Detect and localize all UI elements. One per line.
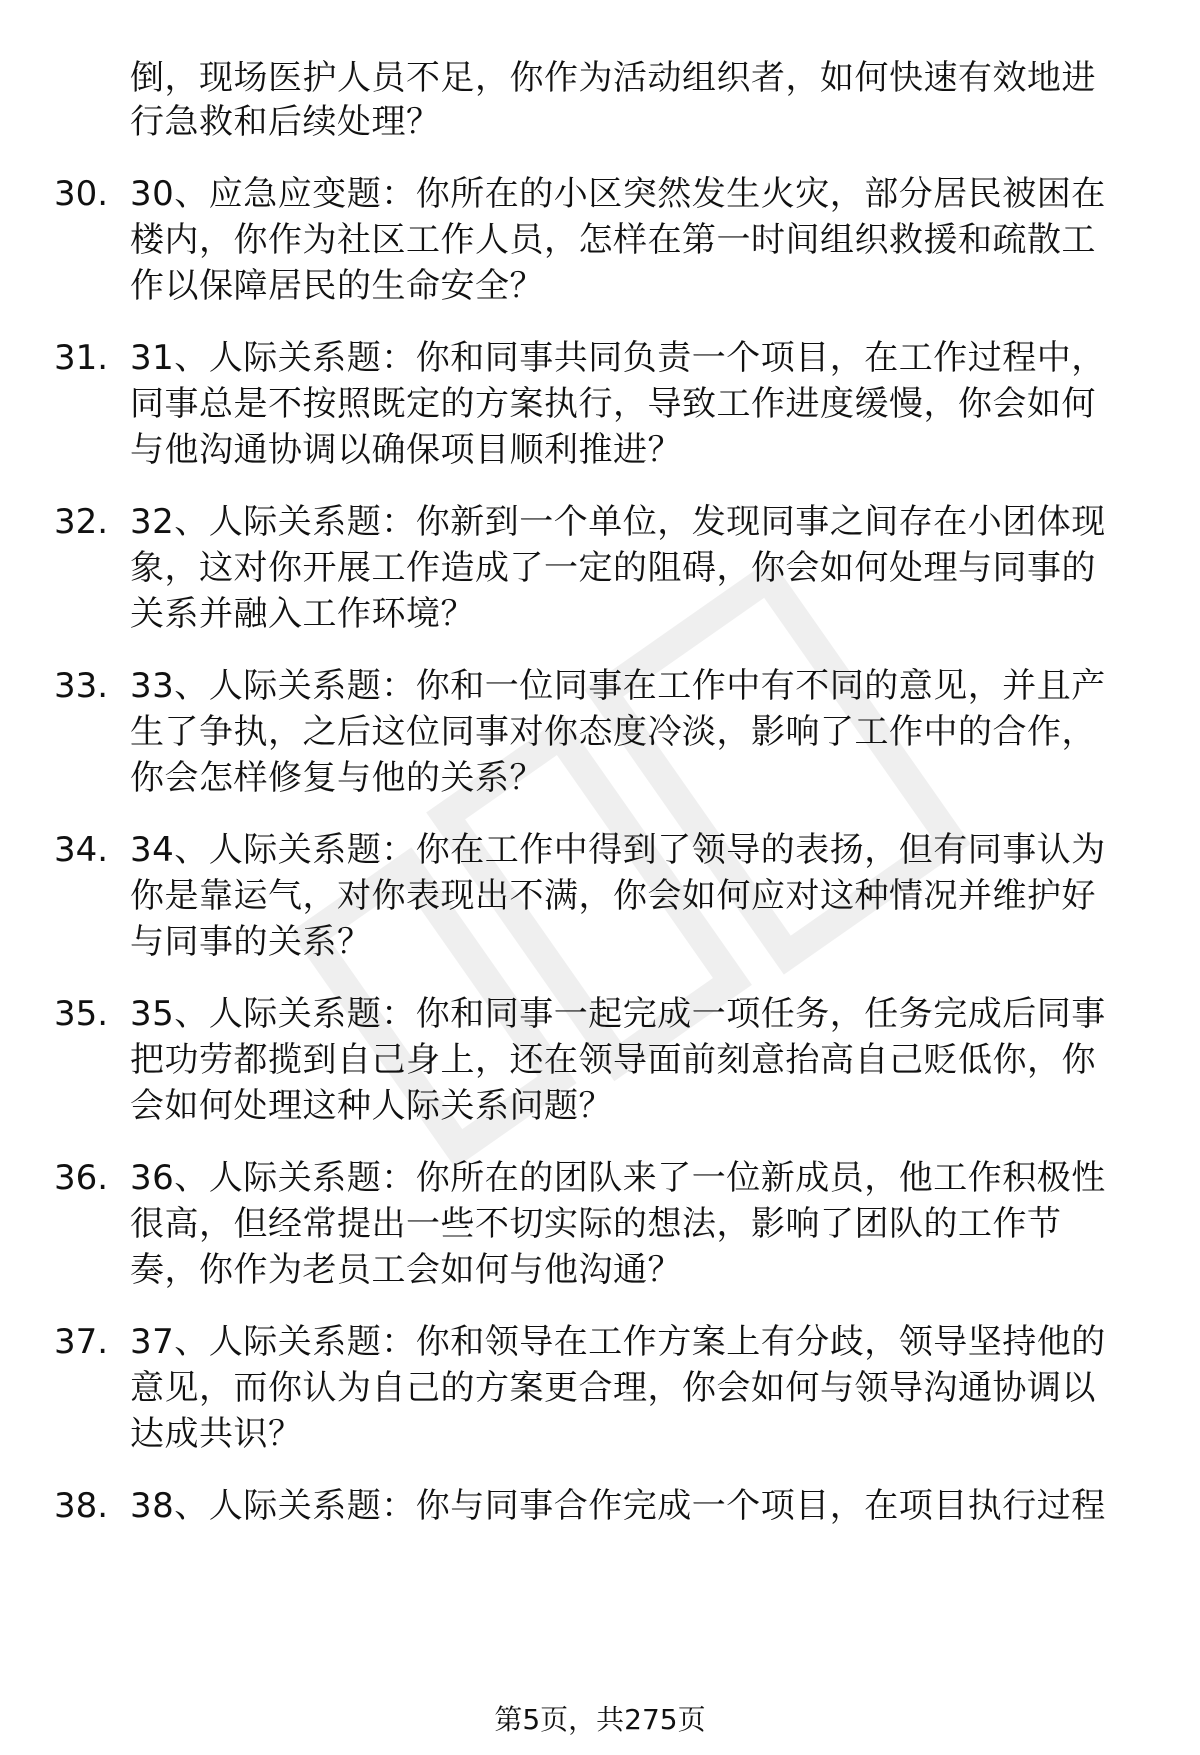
item-line: 33、人际关系题：你和一位同事在工作中有不同的意见，并且产 bbox=[130, 666, 1106, 706]
continuation-line: 倒，现场医护人员不足，你作为活动组织者，如何快速有效地进 bbox=[130, 58, 1096, 98]
item-number: 36. bbox=[54, 1158, 109, 1198]
item-line: 34、人际关系题：你在工作中得到了领导的表扬，但有同事认为 bbox=[130, 830, 1106, 870]
item-line: 达成共识？ bbox=[130, 1414, 303, 1454]
item-line: 你会怎样修复与他的关系？ bbox=[130, 758, 544, 798]
item-number: 34. bbox=[54, 830, 109, 870]
item-line: 你是靠运气，对你表现出不满，你会如何应对这种情况并维护好 bbox=[130, 876, 1096, 916]
item-line: 会如何处理这种人际关系问题？ bbox=[130, 1086, 613, 1126]
item-number: 37. bbox=[54, 1322, 109, 1362]
item-line: 意见，而你认为自己的方案更合理，你会如何与领导沟通协调以 bbox=[130, 1368, 1096, 1408]
item-line: 与他沟通协调以确保项目顺利推进？ bbox=[130, 430, 682, 470]
item-line: 38、人际关系题：你与同事合作完成一个项目，在项目执行过程 bbox=[130, 1486, 1106, 1526]
item-number: 32. bbox=[54, 502, 109, 542]
item-number: 30. bbox=[54, 174, 109, 214]
item-number: 35. bbox=[54, 994, 109, 1034]
item-number: 31. bbox=[54, 338, 109, 378]
continuation-line: 行急救和后续处理？ bbox=[130, 102, 441, 142]
item-line: 与同事的关系？ bbox=[130, 922, 372, 962]
item-line: 楼内，你作为社区工作人员，怎样在第一时间组织救援和疏散工 bbox=[130, 220, 1096, 260]
item-number: 38. bbox=[54, 1486, 109, 1526]
item-number: 33. bbox=[54, 666, 109, 706]
page-footer: 第5页，共275页 bbox=[494, 1703, 706, 1736]
item-line: 关系并融入工作环境？ bbox=[130, 594, 475, 634]
item-line: 35、人际关系题：你和同事一起完成一项任务，任务完成后同事 bbox=[130, 994, 1106, 1034]
item-line: 作以保障居民的生命安全？ bbox=[130, 266, 544, 306]
item-line: 很高，但经常提出一些不切实际的想法，影响了团队的工作节 bbox=[130, 1204, 1062, 1244]
item-line: 37、人际关系题：你和领导在工作方案上有分歧，领导坚持他的 bbox=[130, 1322, 1106, 1362]
item-line: 30、应急应变题：你所在的小区突然发生火灾，部分居民被困在 bbox=[130, 174, 1106, 214]
item-line: 把功劳都揽到自己身上，还在领导面前刻意抬高自己贬低你，你 bbox=[130, 1040, 1096, 1080]
item-line: 生了争执，之后这位同事对你态度冷淡，影响了工作中的合作， bbox=[130, 712, 1096, 752]
item-line: 象，这对你开展工作造成了一定的阻碍，你会如何处理与同事的 bbox=[130, 548, 1096, 588]
item-line: 31、人际关系题：你和同事共同负责一个项目，在工作过程中， bbox=[130, 338, 1106, 378]
item-line: 奏，你作为老员工会如何与他沟通？ bbox=[130, 1250, 682, 1290]
item-line: 同事总是不按照既定的方案执行，导致工作进度缓慢，你会如何 bbox=[130, 384, 1096, 424]
item-line: 32、人际关系题：你新到一个单位，发现同事之间存在小团体现 bbox=[130, 502, 1106, 542]
item-line: 36、人际关系题：你所在的团队来了一位新成员，他工作积极性 bbox=[130, 1158, 1106, 1198]
